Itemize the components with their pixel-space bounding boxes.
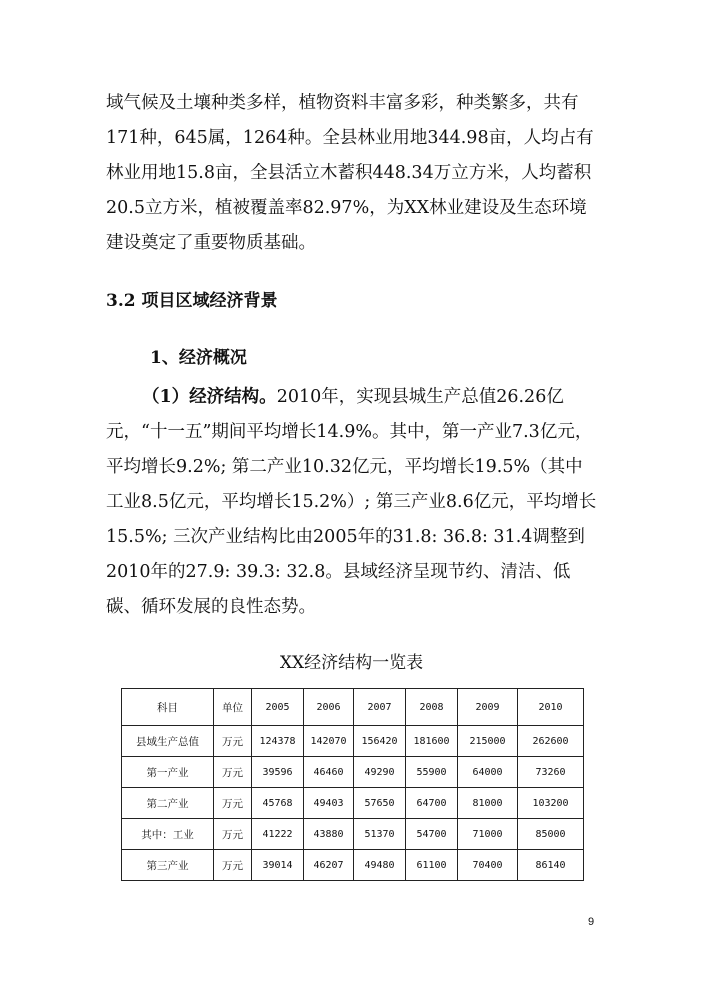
cell-value: 45768 bbox=[252, 788, 304, 819]
economic-structure-table bbox=[121, 688, 584, 881]
cell-value: 181600 bbox=[406, 726, 458, 757]
cell-value: 262600 bbox=[518, 726, 584, 757]
table-row bbox=[122, 850, 584, 881]
header-year: 2010 bbox=[518, 689, 584, 726]
header-unit: 单位 bbox=[214, 689, 252, 726]
cell-value: 41222 bbox=[252, 819, 304, 850]
cell-value: 64000 bbox=[458, 757, 518, 788]
row-subject: 县域生产总值 bbox=[122, 726, 214, 757]
row-unit: 万元 bbox=[214, 726, 252, 757]
cell-value: 49480 bbox=[354, 850, 406, 881]
cell-value: 71000 bbox=[458, 819, 518, 850]
row-unit: 万元 bbox=[214, 819, 252, 850]
cell-value: 55900 bbox=[406, 757, 458, 788]
table-row bbox=[122, 788, 584, 819]
row-subject: 第二产业 bbox=[122, 788, 214, 819]
cell-value: 85000 bbox=[518, 819, 584, 850]
cell-value: 61100 bbox=[406, 850, 458, 881]
table-header-row bbox=[122, 689, 584, 726]
cell-value: 64700 bbox=[406, 788, 458, 819]
cell-value: 46460 bbox=[304, 757, 354, 788]
cell-value: 73260 bbox=[518, 757, 584, 788]
cell-value: 124378 bbox=[252, 726, 304, 757]
cell-value: 215000 bbox=[458, 726, 518, 757]
cell-value: 51370 bbox=[354, 819, 406, 850]
paragraph-lead: （1）经济结构。 bbox=[142, 387, 277, 407]
cell-value: 49290 bbox=[354, 757, 406, 788]
cell-value: 81000 bbox=[458, 788, 518, 819]
table-row bbox=[122, 819, 584, 850]
paragraph-text: 2010年，实现县城生产总值26.26亿元，“十一五”期间平均增长14.9%。其中，第一产业7.3亿元，平均增长9.2%; 第二产业10.32亿元，平均增长19.5%（其中工业8.5亿元，平均增长15.2%）; 第三产业8.6亿元，平均增长15.5%; 三次产业结构比由2005年的31.8: 36.8: 31.4调整到2010年的27.9: 39.3: 32.8。县域经济呈现节约、清洁、低碳、循环发展的良性态势。 bbox=[106, 387, 597, 617]
body-paragraph-forestry: 域气候及土壤种类多样，植物资料丰富多彩，种类繁多，共有171种，645属，1264种。全县林业用地344.98亩，人均占有林业用地15.8亩，全县活立木蓄积448.34万立方米，人均蓄积20.5立方米，植被覆盖率82.97%，为XX林业建设及生态环境建设奠定了重要物质基础。 bbox=[106, 93, 594, 253]
header-year: 2007 bbox=[354, 689, 406, 726]
cell-value: 57650 bbox=[354, 788, 406, 819]
cell-value: 86140 bbox=[518, 850, 584, 881]
table-caption: XX经济结构一览表 bbox=[279, 653, 424, 673]
cell-value: 39596 bbox=[252, 757, 304, 788]
page-number: 9 bbox=[588, 916, 595, 928]
cell-value: 39014 bbox=[252, 850, 304, 881]
row-unit: 万元 bbox=[214, 850, 252, 881]
cell-value: 43880 bbox=[304, 819, 354, 850]
section-heading: 3.2 项目区域经济背景 bbox=[106, 291, 278, 311]
body-paragraph-economy bbox=[106, 380, 600, 625]
row-unit: 万元 bbox=[214, 757, 252, 788]
header-subject: 科目 bbox=[122, 689, 214, 726]
cell-value: 54700 bbox=[406, 819, 458, 850]
table-row bbox=[122, 757, 584, 788]
header-year: 2009 bbox=[458, 689, 518, 726]
cell-value: 103200 bbox=[518, 788, 584, 819]
cell-value: 70400 bbox=[458, 850, 518, 881]
row-subject: 第三产业 bbox=[122, 850, 214, 881]
header-year: 2005 bbox=[252, 689, 304, 726]
table-row bbox=[122, 726, 584, 757]
row-unit: 万元 bbox=[214, 788, 252, 819]
cell-value: 156420 bbox=[354, 726, 406, 757]
row-subject: 第一产业 bbox=[122, 757, 214, 788]
cell-value: 46207 bbox=[304, 850, 354, 881]
header-year: 2006 bbox=[304, 689, 354, 726]
row-subject: 其中：工业 bbox=[122, 819, 214, 850]
header-year: 2008 bbox=[406, 689, 458, 726]
cell-value: 49403 bbox=[304, 788, 354, 819]
subsection-heading: 1、经济概况 bbox=[150, 348, 247, 368]
cell-value: 142070 bbox=[304, 726, 354, 757]
